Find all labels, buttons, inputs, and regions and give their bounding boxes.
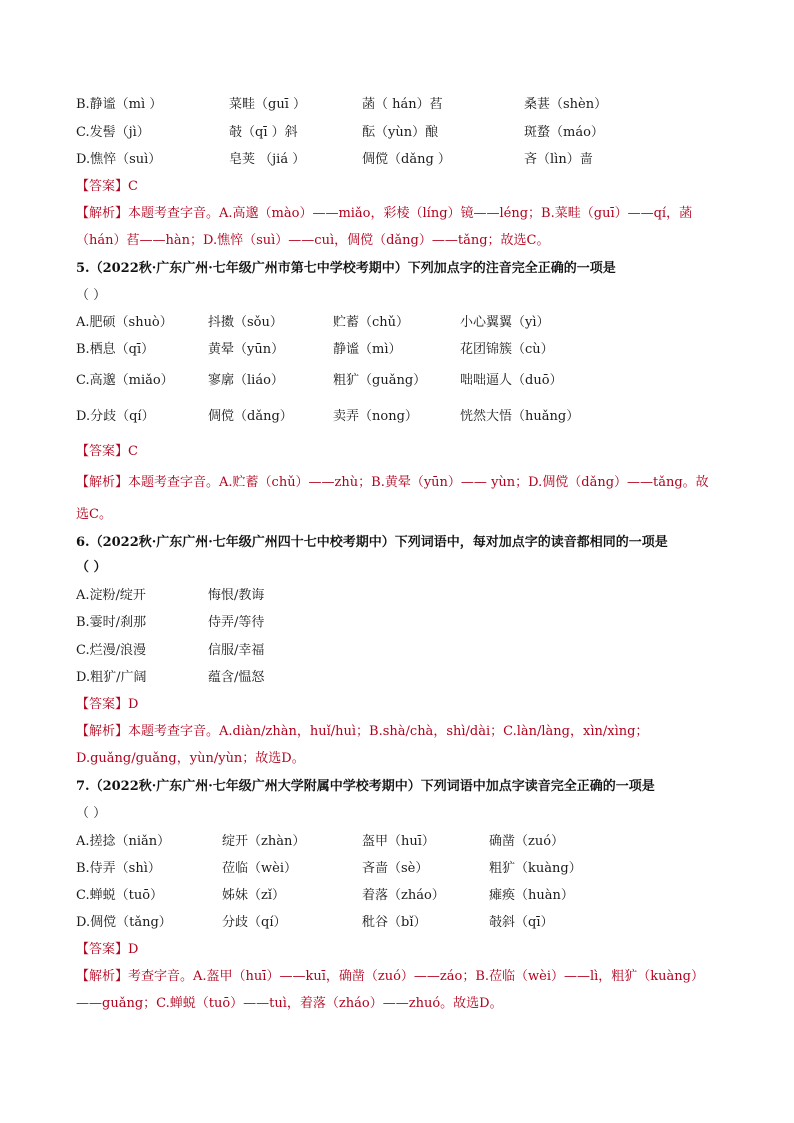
q5-option-b-1: B.栖息（qī） xyxy=(76,342,155,357)
q7-option-b-2: 莅临（wèi） xyxy=(222,861,297,876)
q4-option-c-4: 斑蝥（máo） xyxy=(524,125,604,140)
q4-answer xyxy=(76,178,138,196)
q5-option-c-2: 寥廓（liáo） xyxy=(208,373,284,388)
q4-option-d-4: 吝（lìn）啬 xyxy=(524,152,593,167)
analysis-label: 【解析】 xyxy=(76,969,129,984)
q6-option-d-2: 蕴含/愠怒 xyxy=(208,670,265,685)
answer-value: D xyxy=(128,942,139,957)
q7-answer xyxy=(76,941,138,959)
q6-option-a-1: A.淀粉/绽开 xyxy=(76,588,146,603)
q6-answer xyxy=(76,696,138,714)
q4-option-c-1: C.发髻（jì） xyxy=(76,125,150,140)
q7-option-a-1: A.搓捻（niǎn） xyxy=(76,834,171,849)
q7-option-d-3: 秕谷（bǐ） xyxy=(362,915,427,930)
q7-option-d-1: D.倜傥（tǎng） xyxy=(76,915,172,930)
q4-option-d-2: 皂荚 （jiá ） xyxy=(229,152,306,167)
q7-option-a-3: 盔甲（huī） xyxy=(362,834,435,849)
q4-option-b-3: 菡（ hán）萏 xyxy=(362,97,443,112)
q4-analysis xyxy=(76,200,718,254)
q7-paren: （ ） xyxy=(76,806,107,821)
answer-label: 【答案】 xyxy=(76,179,129,194)
q4-option-b-1: B.静谧（mì ） xyxy=(76,97,163,112)
q5-option-a-3: 贮蓄（chǔ） xyxy=(333,315,410,330)
answer-label: 【答案】 xyxy=(76,942,129,957)
q5-title: 5.（2022秋·广东广州·七年级广州市第七中学校考期中）下列加点字的注音完全正确的一项是 xyxy=(76,261,616,276)
q7-option-b-4: 粗犷（kuàng） xyxy=(489,861,582,876)
q4-option-d-1: D.憔悴（suì） xyxy=(76,152,162,167)
q6-title: 6.（2022秋·广东广州·七年级广州四十七中校考期中）下列词语中，每对加点字的读音都相同的一项是 xyxy=(76,535,668,550)
answer-label: 【答案】 xyxy=(76,697,129,712)
q5-option-a-1: A.肥硕（shuò） xyxy=(76,315,173,330)
q7-option-b-1: B.侍弄（shì） xyxy=(76,861,161,876)
q7-option-d-2: 分歧（qí） xyxy=(222,915,287,930)
analysis-text: 本题考查字音。A.高邈（mào）——miǎo，彩棱（líng）镜——léng；B.菜畦（guī）——qí，菡（hán）萏——hàn；D.憔悴（suì）——cuì，倜傥（dǎng）——tǎng；故选C。 xyxy=(76,206,693,248)
analysis-label: 【解析】 xyxy=(76,475,129,490)
q6-paren: （ ） xyxy=(76,560,107,575)
q4-option-c-3: 酝（yùn）酿 xyxy=(362,125,439,140)
analysis-label: 【解析】 xyxy=(76,724,129,739)
q5-paren: （ ） xyxy=(76,288,107,303)
q5-option-b-2: 黄晕（yūn） xyxy=(208,342,285,357)
q6-option-c-1: C.烂漫/浪漫 xyxy=(76,643,146,658)
analysis-text: 考查字音。A.盔甲（huī）——kuī，确凿（zuó）——záo；B.莅临（wèi）——lì，粗犷（kuàng）——guǎng；C.蝉蜕（tuō）——tuì，着落（zháo）——zhuó。故选D。 xyxy=(76,969,704,1011)
q5-option-b-4: 花团锦簇（cù） xyxy=(460,342,554,357)
q7-option-c-2: 姊妹（zǐ） xyxy=(222,888,286,903)
q6-option-d-1: D.粗犷/广阔 xyxy=(76,670,147,685)
q6-option-a-2: 悔恨/教诲 xyxy=(208,588,265,603)
q7-option-c-4: 瘫痪（huàn） xyxy=(489,888,574,903)
q7-option-a-4: 确凿（zuó） xyxy=(489,834,565,849)
q7-option-a-2: 绽开（zhàn） xyxy=(222,834,306,849)
answer-label: 【答案】 xyxy=(76,444,129,459)
q4-option-b-4: 桑葚（shèn） xyxy=(524,97,608,112)
q4-option-b-2: 菜畦（guī ） xyxy=(229,97,306,112)
q7-option-c-1: C.蝉蜕（tuō） xyxy=(76,888,164,903)
q5-option-c-4: 咄咄逼人（duō） xyxy=(460,373,563,388)
q5-option-c-3: 粗犷（guǎng） xyxy=(333,373,427,388)
q4-option-c-2: 攲（qī ）斜 xyxy=(229,125,298,140)
q5-analysis xyxy=(76,467,718,531)
q7-option-b-3: 吝啬（sè） xyxy=(362,861,429,876)
q5-option-c-1: C.高邈（miǎo） xyxy=(76,373,174,388)
analysis-label: 【解析】 xyxy=(76,206,129,221)
q6-option-b-2: 侍弄/等待 xyxy=(208,615,265,630)
analysis-text: 本题考查字音。A.贮蓄（chǔ）——zhù；B.黄晕（yūn）—— yùn；D.倜傥（dǎng）——tǎng。故选C。 xyxy=(76,475,709,522)
q7-title: 7.（2022秋·广东广州·七年级广州大学附属中学校考期中）下列词语中加点字读音完全正确的一项是 xyxy=(76,779,655,794)
q4-option-d-3: 倜傥（dǎng ） xyxy=(362,152,451,167)
q5-option-d-3: 卖弄（nong） xyxy=(333,409,418,424)
q7-option-d-4: 攲斜（qī） xyxy=(489,915,554,930)
answer-value: C xyxy=(128,444,138,459)
q5-option-a-4: 小心翼翼（yì） xyxy=(460,315,550,330)
q7-analysis xyxy=(76,963,718,1017)
q5-option-d-1: D.分歧（qí） xyxy=(76,409,155,424)
q6-option-c-2: 信服/幸福 xyxy=(208,643,265,658)
analysis-text: 本题考查字音。A.diàn/zhàn，huǐ/huì；B.shà/chà，shì/dài；C.làn/làng，xìn/xìng；D.guǎng/guǎng，yùn/yùn；故选D。 xyxy=(76,724,649,766)
q5-answer xyxy=(76,443,138,461)
q5-option-d-4: 恍然大悟（huǎng） xyxy=(460,409,580,424)
q6-option-b-1: B.霎时/刹那 xyxy=(76,615,147,630)
q6-analysis xyxy=(76,718,718,772)
q7-option-c-3: 着落（zháo） xyxy=(362,888,445,903)
q5-option-a-2: 抖擞（sǒu） xyxy=(208,315,283,330)
answer-value: D xyxy=(128,697,139,712)
q5-option-d-2: 倜傥（dǎng） xyxy=(208,409,293,424)
answer-value: C xyxy=(128,179,138,194)
q5-option-b-3: 静谧（mì） xyxy=(333,342,402,357)
